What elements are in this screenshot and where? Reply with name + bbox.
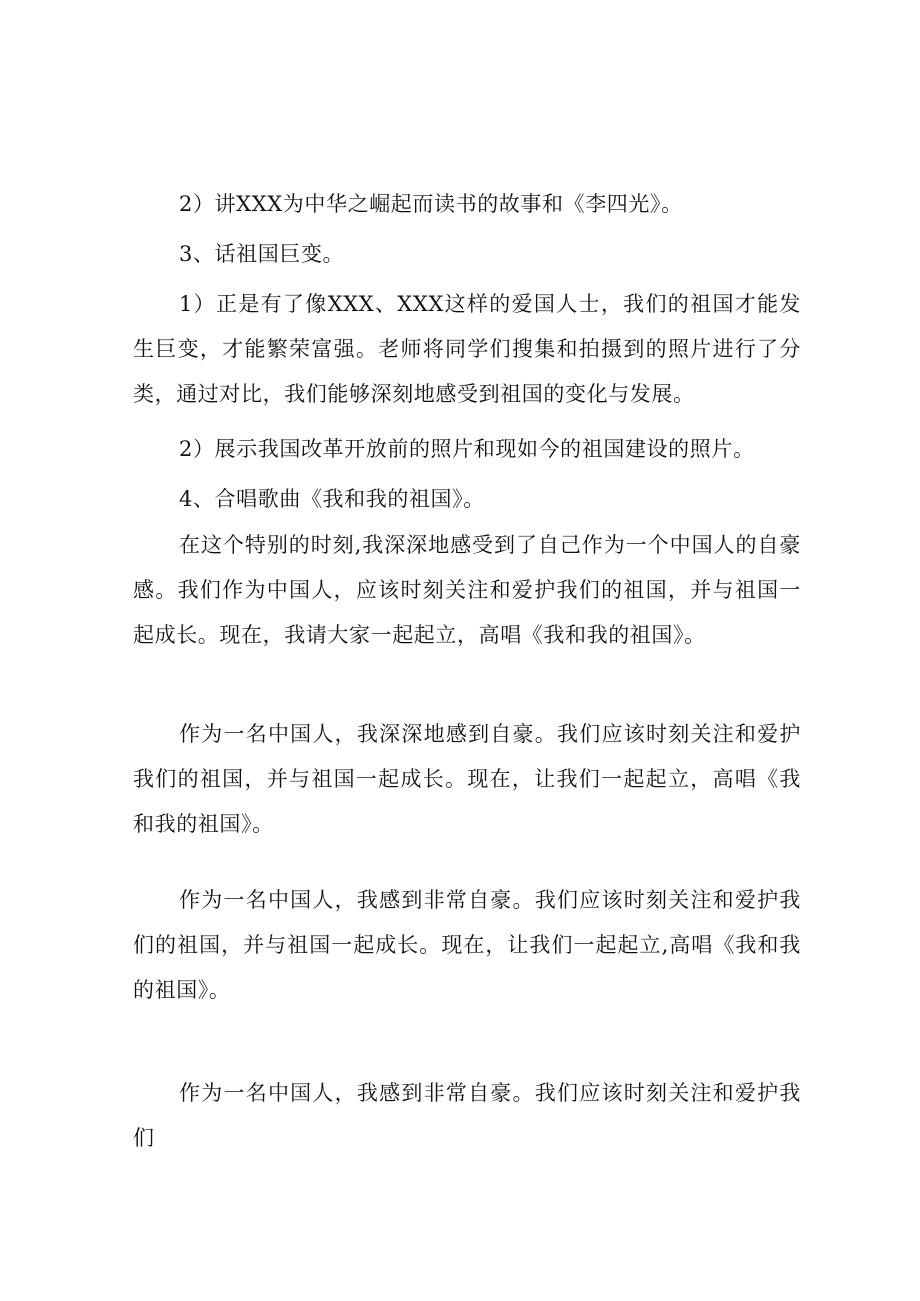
step-2-photos-line: 2）展示我国改革开放前的照片和现如今的祖国建设的照片。 <box>179 437 755 461</box>
speech-paragraph-4: 作为一名中国人，我感到非常自豪。我们应该时刻关注和爱护我们 <box>133 1081 801 1150</box>
speech-paragraph-2: 作为一名中国人，我深深地感到自豪。我们应该时刻关注和爱护我们的祖国，并与祖国一起成长。现在，让我们一起起立，高唱《我和我的祖国》。 <box>133 722 801 836</box>
speech-paragraph-1: 在这个特别的时刻,我深深地感受到了自己作为一个中国人的自豪感。我们作为中国人，应该时刻关注和爱护我们的祖国，并与祖国一起成长。现在，我请大家一起起立，高唱《我和我的祖国》。 <box>133 533 801 647</box>
step-1-paragraph: 1）正是有了像XXX、XXX这样的爱国人士，我们的祖国才能发生巨变，才能繁荣富强。老师将同学们搜集和拍摄到的照片进行了分类，通过对比，我们能够深刻地感受到祖国的变化与发展。 <box>133 292 801 406</box>
section-3-heading: 3、话祖国巨变。 <box>179 242 345 266</box>
section-4-heading: 4、合唱歌曲《我和我的祖国》。 <box>179 487 485 511</box>
step-2-story-line: 2）讲XXX为中华之崛起而读书的故事和《李四光》。 <box>179 192 683 216</box>
speech-paragraph-3: 作为一名中国人，我感到非常自豪。我们应该时刻关注和爱护我们的祖国，并与祖国一起成长。现在，让我们一起起立,高唱《我和我的祖国》。 <box>133 888 801 1002</box>
